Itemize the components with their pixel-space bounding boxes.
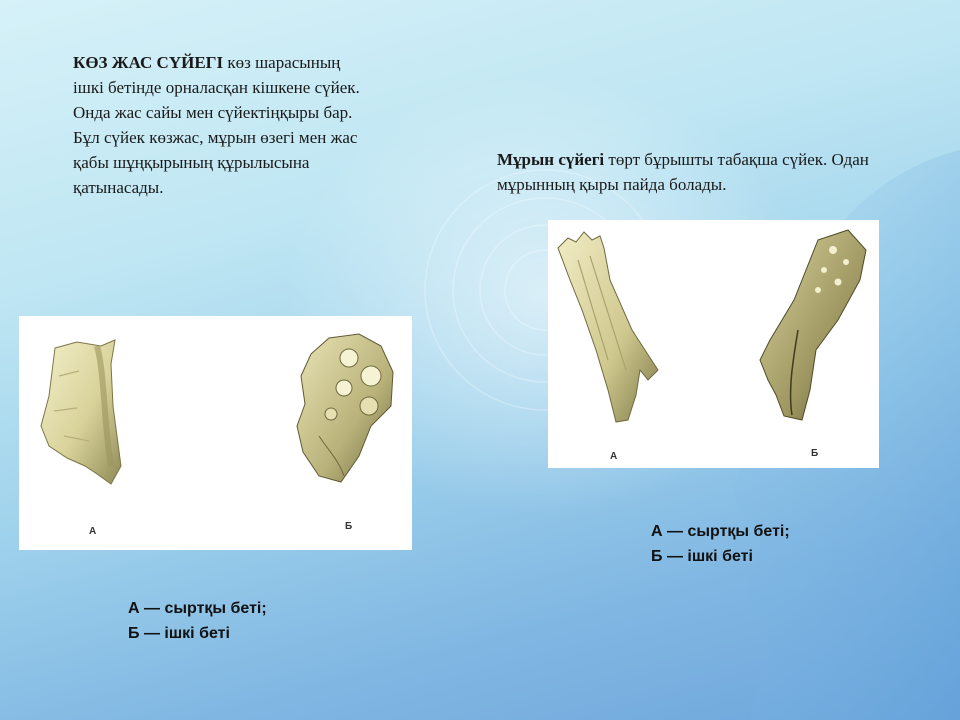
nasal-inner-surface: [760, 230, 866, 420]
lacrimal-bone-figure: [19, 316, 412, 550]
nasal-outer-surface: [558, 232, 658, 422]
nasal-caption-a: А — сыртқы беті;: [651, 523, 790, 540]
lacrimal-inner-surface: [297, 334, 393, 482]
nasal-bone-text: төрт бұрышты табақша сүйек. Одан мұрынның қыры пайда болады.: [497, 150, 869, 194]
lacrimal-bone-text: көз шарасының ішкі бетінде орналасқан кішкене сүйек. Онда жас сайы мен сүйектіңқыры бар. Бұл сүйек көзжас, мұрын өзегі мен жас қабы шұңқырының құрылысына қатынасады.: [73, 53, 360, 197]
nasal-caption-b: Б — ішкі беті: [651, 548, 753, 565]
lacrimal-figure-label-a: А: [89, 526, 97, 537]
nasal-bone-figure: [548, 220, 879, 468]
nasal-figure-label-a: А: [610, 451, 618, 462]
lacrimal-figure-label-b: Б: [345, 521, 353, 532]
lacrimal-bone-illustration: [19, 316, 412, 550]
lacrimal-bone-title: КӨЗ ЖАС СҮЙЕГІ: [73, 53, 224, 72]
lacrimal-figure-caption: [128, 596, 267, 646]
lacrimal-caption-a: А — сыртқы беті;: [128, 600, 267, 617]
lacrimal-caption-b: Б — ішкі беті: [128, 625, 230, 642]
nasal-figure-label-b: Б: [811, 448, 819, 459]
nasal-figure-caption: [651, 519, 790, 569]
nasal-bone-illustration: [548, 220, 879, 468]
nasal-bone-title: Мұрын сүйегі: [497, 150, 605, 169]
nasal-bone-description: [497, 147, 927, 197]
lacrimal-bone-description: [73, 50, 373, 200]
lacrimal-outer-surface: [41, 340, 121, 484]
